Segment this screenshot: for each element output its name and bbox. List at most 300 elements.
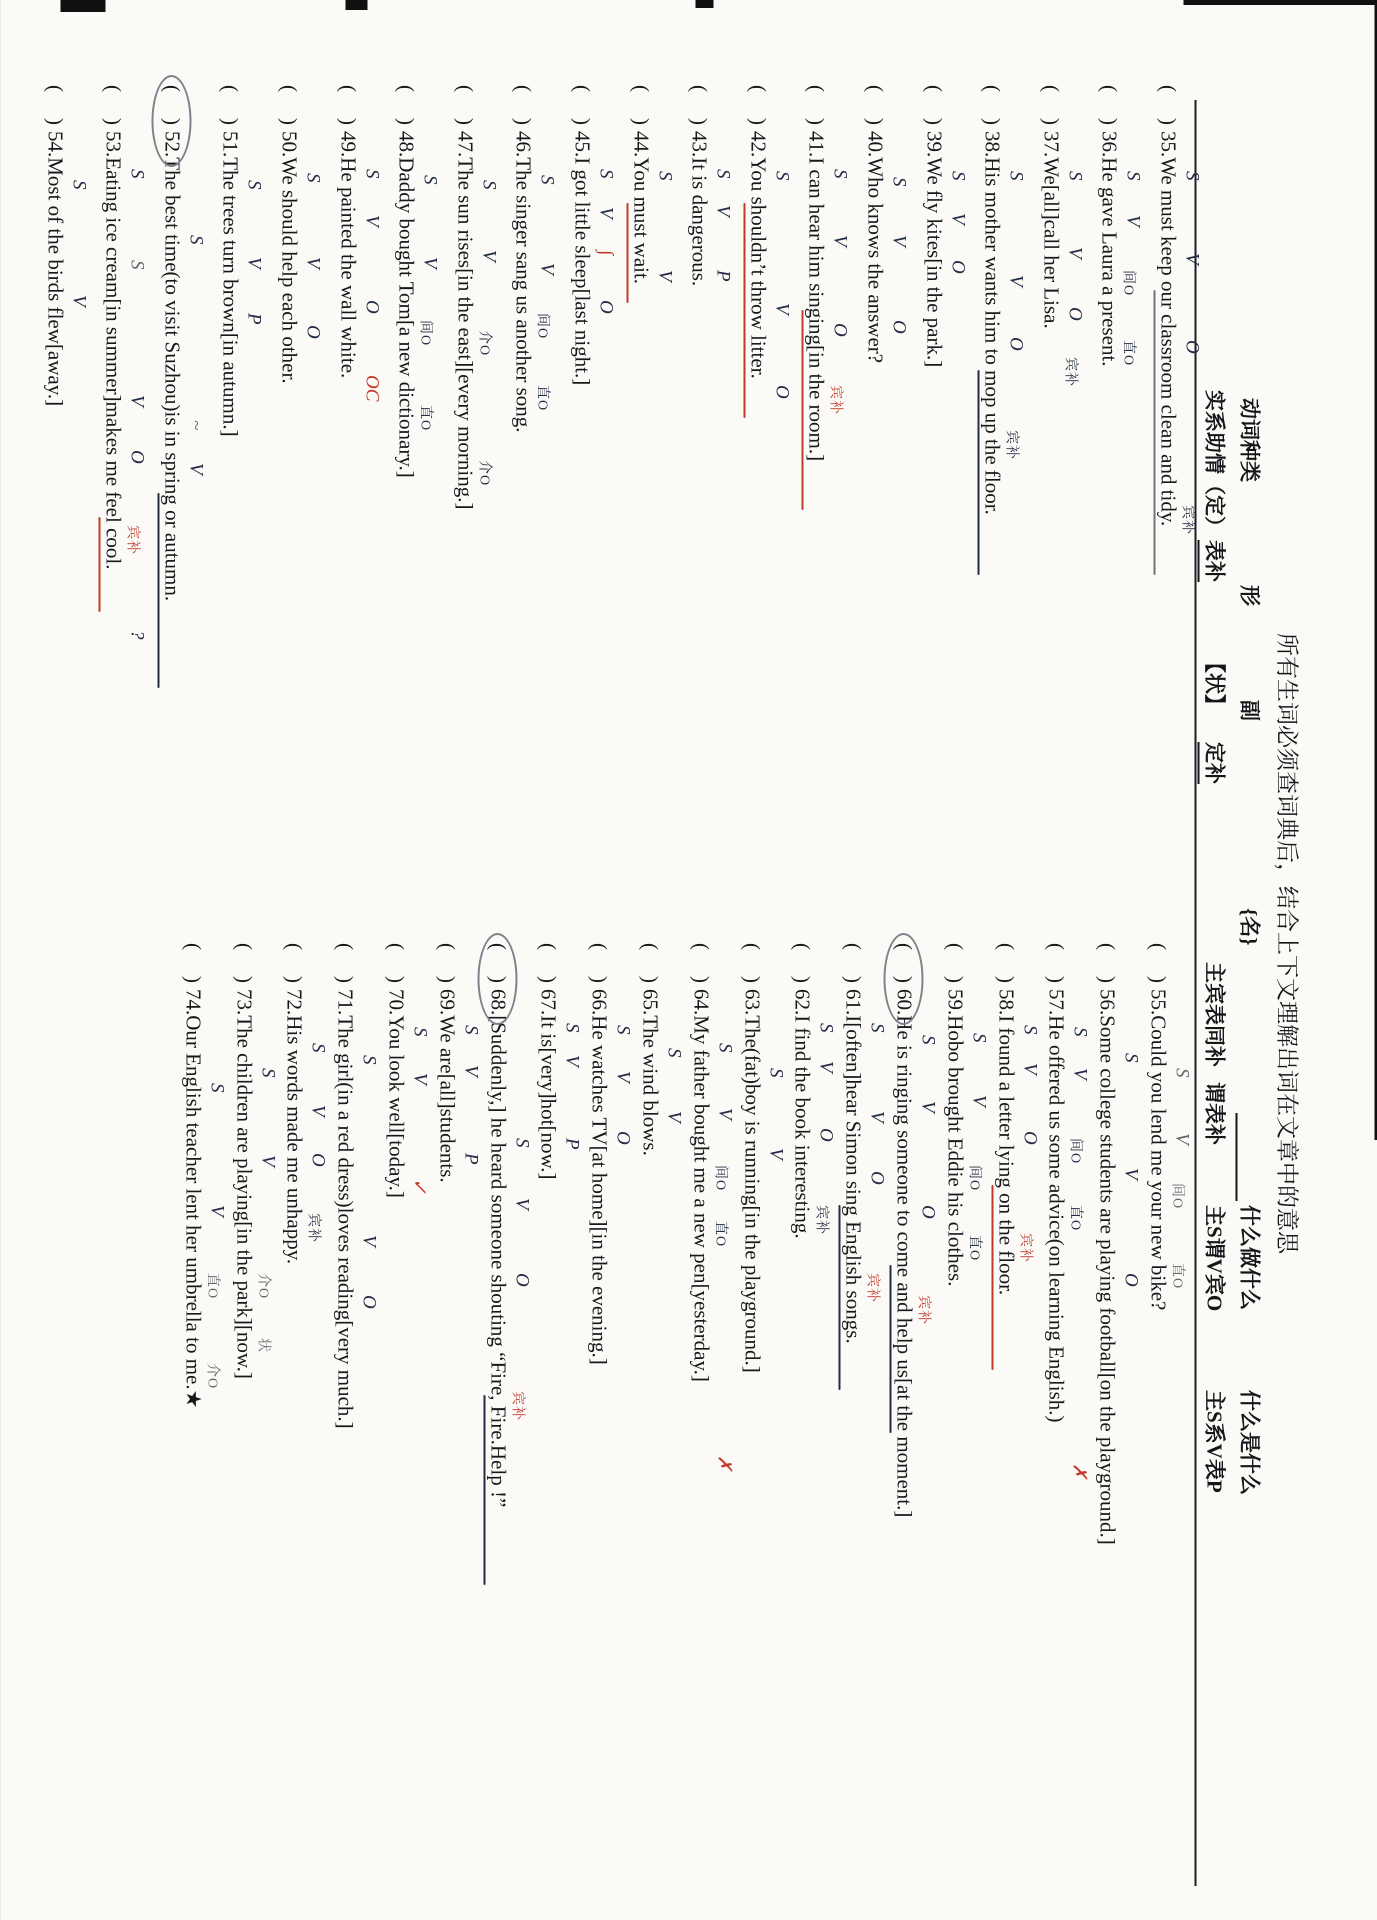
answer-paren: )	[745, 118, 770, 125]
handwritten-annotation: 间O	[534, 313, 550, 340]
answer-paren: )	[434, 976, 459, 983]
sentence-text: 44.You must wait.	[628, 131, 653, 285]
sentence-row	[745, 85, 792, 399]
answer-paren: )	[570, 118, 594, 125]
handwritten-annotation: V	[1122, 215, 1144, 227]
handwritten-annotation: V	[256, 1155, 278, 1167]
sentence-text: 41.I can hear him singing[in the room.]	[804, 131, 829, 462]
sentence-row	[535, 943, 583, 1180]
handwritten-annotation: 直O	[1067, 1205, 1083, 1232]
answer-paren: )	[638, 976, 662, 983]
handwritten-underline	[626, 203, 628, 303]
answer-paren: (	[892, 943, 916, 950]
sentence-row	[891, 943, 938, 1518]
handwritten-annotation: S	[1181, 171, 1202, 181]
handwritten-annotation: 宾补	[124, 525, 140, 555]
handwritten-annotation: S	[126, 260, 148, 270]
scan-artifact-blob	[695, 0, 713, 8]
answer-paren: )	[1156, 118, 1180, 125]
answer-paren: (	[101, 85, 126, 92]
answer-paren: (	[745, 85, 770, 92]
sentence-text: 60.He is ringing someone to come and help us[at the moment.]	[892, 989, 916, 1518]
sentence-row	[281, 943, 329, 1265]
sentence-text: 62.I find the book interesting.	[790, 989, 815, 1239]
answer-paren: (	[980, 85, 1005, 92]
handwritten-annotation: S	[1018, 1025, 1040, 1035]
handwritten-annotation: 宾补	[1003, 430, 1019, 460]
sentence-text: 52.The best time(to visit Suzhou)is in spring or autumn.	[159, 131, 184, 602]
sentence-row	[862, 85, 909, 364]
answer-paren: )	[335, 118, 360, 125]
answer-paren: (	[218, 85, 243, 92]
handwritten-annotation: 直O	[534, 385, 550, 412]
handwritten-annotation: 状	[254, 1338, 270, 1353]
answer-paren: (	[863, 85, 887, 92]
handwritten-annotation: V	[1181, 253, 1202, 265]
handwritten-annotation: P	[712, 270, 734, 282]
handwritten-annotation: S	[307, 1043, 329, 1053]
sentence-row	[383, 943, 430, 1198]
sentence-text: 48.Daddy bought Tom[a new dictionary.]	[394, 131, 419, 478]
sentence-text: 51.The trees turn brown[in autumn.]	[218, 131, 243, 437]
handwritten-annotation: S	[67, 180, 89, 190]
handwritten-annotation: 直O	[965, 1235, 981, 1262]
sentence-row	[434, 943, 481, 1183]
handwritten-annotation: V	[358, 1235, 380, 1247]
sentence-text: 50.We should help each other.	[277, 131, 301, 384]
handwritten-annotation: O	[360, 300, 382, 314]
handwritten-annotation: O	[829, 323, 851, 337]
sentence-text: 64.My father bought me a new pen[yesterday.]	[688, 989, 713, 1382]
sentence-row	[335, 85, 382, 402]
handwritten-annotation: 间O	[1067, 1138, 1083, 1165]
handwritten-annotation: V	[126, 395, 148, 407]
handwritten-annotation: O	[888, 320, 909, 334]
sentence-text: 35.We must keep our classroom clean and tidy.	[1156, 131, 1180, 527]
handwritten-annotation: O	[612, 1131, 634, 1145]
answer-paren: (	[739, 943, 764, 950]
handwritten-annotation: S	[1171, 1068, 1192, 1078]
handwritten-annotation: S	[561, 1023, 583, 1033]
handwritten-annotation: S	[419, 175, 441, 185]
handwritten-annotation: S	[243, 180, 265, 190]
handwritten-annotation: 宾补	[1061, 357, 1077, 387]
handwritten-underline	[838, 1205, 840, 1390]
handwritten-annotation: O	[866, 1171, 888, 1185]
handwritten-annotation: 宾补	[305, 1213, 321, 1243]
answer-paren: (	[1097, 85, 1122, 92]
header-separator-line	[1194, 100, 1196, 1886]
handwritten-annotation: V	[510, 1198, 532, 1210]
sentence-row	[510, 85, 558, 433]
answer-paren: )	[282, 976, 307, 983]
handwritten-underline	[977, 370, 979, 575]
sentence-row	[231, 943, 278, 1379]
handwritten-annotation: 宾补	[864, 1273, 880, 1303]
answer-paren: )	[42, 118, 67, 125]
handwritten-annotation: V	[1171, 1133, 1192, 1145]
handwritten-underline	[157, 493, 159, 688]
handwritten-annotation: S	[1120, 1053, 1142, 1063]
answer-paren: (	[452, 85, 477, 92]
sentence-text: 74.Our English teacher lent her umbrella to me.★	[180, 989, 205, 1409]
answer-paren: )	[628, 118, 653, 125]
handwritten-annotation: S	[459, 1025, 481, 1035]
sentence-text: 68.[Suddenly,] he heard someone shouting “Fire, Fire.Help !”	[485, 989, 510, 1508]
handwritten-annotation: S	[360, 169, 382, 179]
handwritten-underline	[743, 203, 745, 418]
handwritten-annotation: O	[1181, 340, 1202, 354]
handwritten-annotation: V	[713, 1108, 735, 1120]
handwritten-underline	[801, 310, 803, 510]
handwritten-annotation: O	[126, 450, 148, 464]
handwritten-annotation: S	[1063, 171, 1085, 181]
answer-paren: (	[1156, 85, 1180, 92]
answer-paren: )	[739, 976, 764, 983]
handwritten-underline	[991, 1185, 993, 1370]
answer-paren: )	[1095, 976, 1120, 983]
handwritten-annotation: 直O	[711, 1221, 727, 1248]
answer-paren: (	[394, 85, 419, 92]
sentence-text: 70.You look well[today.]	[384, 989, 408, 1198]
handwritten-annotation: S	[536, 175, 558, 185]
sentence-text: 71.The girl(in a red dress)loves reading[very much.]	[333, 989, 358, 1429]
handwritten-annotation: S	[477, 180, 499, 190]
header-key-item: 主S系V表P	[1202, 1390, 1226, 1493]
sentence-text: 66.He watches TV[at home][in the evening.]	[587, 989, 612, 1365]
header-key-item: 什么是什么	[1237, 1390, 1261, 1495]
handwritten-annotation: V	[770, 303, 792, 315]
sentence-row	[686, 85, 734, 287]
handwritten-annotation: S	[256, 1068, 278, 1078]
handwritten-annotation: O	[1063, 307, 1085, 321]
sentence-text: 65.The wind blows.	[638, 989, 662, 1156]
handwritten-annotation: V	[712, 205, 734, 217]
sentence-row	[1043, 943, 1091, 1479]
handwritten-annotation: V	[815, 1061, 837, 1073]
sentence-text: 37.We[all]call her Lisa.	[1038, 131, 1063, 329]
sentence-row	[993, 943, 1040, 1296]
answer-paren: )	[452, 118, 477, 125]
answer-paren: )	[394, 118, 419, 125]
sentence-text: 55.Could you lend me your new bike?	[1146, 989, 1170, 1311]
sentence-row	[276, 85, 323, 384]
sentence-row	[1096, 85, 1144, 367]
handwritten-annotation: S	[1005, 171, 1027, 181]
answer-paren: (	[570, 85, 594, 92]
answer-paren: (	[1044, 943, 1069, 950]
sentence-text: 38.His mother wants him to mop up the floor.	[980, 131, 1005, 515]
answer-paren: (	[485, 943, 510, 950]
sentence-text: 56.Some college students are playing football[on the playground.]	[1095, 989, 1120, 1545]
answer-paren: )	[790, 976, 815, 983]
handwritten-annotation: 宾补	[915, 1295, 930, 1325]
sentence-row	[637, 943, 684, 1156]
handwritten-annotation: V	[612, 1071, 634, 1083]
header-key-item: 实系助情（定）	[1202, 390, 1226, 537]
handwritten-annotation: S	[888, 177, 909, 187]
handwritten-annotation: V	[1063, 247, 1085, 259]
handwritten-underline	[98, 517, 100, 612]
handwritten-annotation: O	[1120, 1273, 1142, 1287]
handwritten-annotation: O	[1005, 337, 1027, 351]
handwritten-annotation: V	[1005, 275, 1027, 287]
answer-paren: )	[277, 118, 301, 125]
handwritten-annotation: S	[764, 1068, 786, 1078]
handwritten-annotation: S	[1122, 171, 1144, 181]
handwritten-annotation: O	[307, 1153, 329, 1167]
header-instruction: 所有生词必须查词典后，结合上下文理解出词在文章中的意思	[1274, 633, 1299, 1254]
handwritten-annotation: S	[663, 1048, 684, 1058]
sentence-row	[159, 85, 206, 602]
header-blank-underline	[1235, 1113, 1237, 1201]
answer-paren: )	[536, 976, 561, 983]
handwritten-annotation: P	[459, 1153, 481, 1165]
answer-paren: )	[804, 118, 829, 125]
answer-paren: (	[42, 85, 67, 92]
sentence-text: 53.Eating ice cream[in summer]makes me feel cool.	[101, 131, 126, 570]
handwritten-annotation: V	[1120, 1168, 1142, 1180]
sentence-text: 69.We are[all]students.	[434, 989, 459, 1183]
answer-paren: )	[841, 976, 866, 983]
handwritten-annotation: V	[764, 1148, 786, 1160]
handwritten-annotation: V	[184, 463, 206, 475]
handwritten-annotation: S	[205, 1083, 227, 1093]
handwritten-annotation: V	[866, 1111, 888, 1123]
answer-paren: (	[231, 943, 256, 950]
answer-paren: )	[1146, 976, 1170, 983]
handwritten-annotation: ✓	[408, 1178, 429, 1194]
handwritten-annotation: 间O	[1169, 1183, 1184, 1210]
handwritten-annotation: V	[459, 1065, 481, 1077]
handwritten-annotation: 介O	[475, 460, 491, 487]
handwritten-annotation: V	[536, 263, 558, 275]
sentence-text: 72.His words made me unhappy.	[282, 989, 307, 1265]
sentence-text: 63.The(fat)boy is running[in the playground.]	[739, 989, 764, 1373]
sentence-row	[485, 943, 532, 1508]
answer-paren: )	[231, 976, 256, 983]
sentence-row	[1038, 85, 1085, 387]
header-key-item: 主宾表同补	[1202, 962, 1226, 1067]
handwritten-annotation: P	[243, 313, 265, 325]
answer-paren: (	[1146, 943, 1170, 950]
answer-paren: )	[1097, 118, 1122, 125]
sentence-row	[217, 85, 265, 437]
handwritten-annotation: O	[1018, 1131, 1040, 1145]
handwritten-annotation: V	[307, 1105, 329, 1117]
sentence-row	[1155, 85, 1202, 535]
handwritten-annotation: 间O	[711, 1165, 727, 1192]
answer-paren: )	[688, 976, 713, 983]
sentence-text: 58.I found a letter lying on the floor.	[993, 989, 1018, 1296]
handwritten-annotation: V	[946, 213, 968, 225]
answer-paren: )	[1038, 118, 1063, 125]
sentence-text: 67.It is[very]hot[now.]	[536, 989, 561, 1180]
sentence-text: 61.I[often]hear Simon sing English songs.	[841, 989, 866, 1344]
sentence-row	[803, 85, 851, 462]
handwritten-annotation: S	[946, 171, 968, 181]
answer-paren: )	[993, 976, 1018, 983]
handwritten-annotation: 宾补	[813, 1205, 829, 1235]
handwritten-annotation: S	[1069, 1027, 1091, 1037]
sentence-text: 49.He painted the wall white.	[335, 131, 360, 379]
handwritten-annotation: V	[360, 215, 382, 227]
handwritten-annotation: S	[713, 1043, 735, 1053]
answer-paren: )	[1044, 976, 1069, 983]
handwritten-annotation: S	[612, 1025, 634, 1035]
handwritten-annotation: V	[595, 207, 616, 219]
scan-artifact-blob	[60, 0, 105, 12]
handwritten-annotation: S	[409, 1027, 430, 1037]
sentence-text: 54.Most of the birds flew[away.]	[42, 131, 67, 407]
sentence-row	[332, 943, 380, 1429]
answer-paren: (	[587, 943, 612, 950]
handwritten-annotation: ✗	[1068, 1463, 1090, 1479]
handwritten-annotation: V	[653, 270, 675, 282]
sentence-text: 73.The children are playing[in the park][now.]	[231, 989, 256, 1379]
pencil-circle-annotation	[883, 933, 923, 1025]
answer-paren: (	[804, 85, 829, 92]
answer-paren: )	[892, 976, 916, 983]
sentence-text: 57.He offered us some advice(on learning English.)	[1044, 989, 1069, 1423]
scan-artifact-blob	[345, 0, 367, 10]
handwritten-annotation: 直O	[1169, 1263, 1184, 1290]
handwritten-annotation: O	[917, 1205, 938, 1219]
answer-paren: )	[180, 976, 205, 983]
header-key-item: 表补	[1197, 540, 1230, 582]
handwritten-underline	[889, 1265, 891, 1433]
handwritten-annotation: S	[126, 169, 148, 179]
sentence-text: 59.Hobo brought Eddie his clothes.	[942, 989, 967, 1287]
answer-paren: (	[921, 85, 946, 92]
answer-paren: (	[687, 85, 712, 92]
sentence-row	[393, 85, 441, 478]
handwritten-annotation: V	[302, 257, 323, 269]
sentence-text: 43.It is dangerous.	[687, 131, 712, 287]
handwritten-annotation: O	[946, 260, 968, 274]
answer-paren: (	[688, 943, 713, 950]
handwritten-annotation: V	[419, 257, 441, 269]
handwritten-annotation: S	[302, 173, 323, 183]
handwritten-annotation: V	[1018, 1063, 1040, 1075]
handwritten-annotation: 介O	[203, 1363, 219, 1390]
answer-paren: (	[536, 943, 561, 950]
answer-paren: )	[218, 118, 243, 125]
handwritten-annotation: S	[510, 1138, 532, 1148]
answer-paren: (	[282, 943, 307, 950]
answer-paren: )	[942, 976, 967, 983]
header-key-item: 定补	[1197, 742, 1230, 784]
answer-paren: )	[485, 976, 510, 983]
sentence-row	[942, 943, 989, 1287]
handwritten-underline	[1153, 290, 1155, 575]
answer-paren: )	[159, 118, 184, 125]
handwritten-annotation: S	[358, 1055, 380, 1065]
header-key-item: 形	[1237, 585, 1261, 606]
scan-artifact-left-strip	[1183, 0, 1377, 5]
sentence-row	[979, 85, 1027, 515]
answer-paren: (	[790, 943, 815, 950]
handwritten-annotation: OC	[360, 375, 382, 402]
sentence-row	[628, 85, 675, 285]
answer-paren: )	[863, 118, 887, 125]
handwritten-annotation: V	[477, 250, 499, 262]
sentence-row	[688, 943, 735, 1471]
handwritten-annotation: O	[770, 385, 792, 399]
sentence-text: 39.We fly kites[in the park.]	[921, 131, 946, 368]
sentence-row	[569, 85, 616, 386]
handwritten-annotation: S	[829, 169, 851, 179]
sentence-row	[840, 943, 888, 1344]
handwritten-annotation: S	[770, 171, 792, 181]
sentence-text: 40.Who knows the answer?	[863, 131, 887, 364]
handwritten-underline	[483, 1395, 485, 1585]
handwritten-annotation: 直O	[417, 405, 433, 432]
answer-paren: (	[159, 85, 184, 92]
sentence-text: 36.He gave Laura a present.	[1097, 131, 1122, 367]
header-key-item: 动词种类	[1237, 398, 1261, 482]
handwritten-annotation: O	[595, 300, 616, 314]
handwritten-annotation: 间O	[417, 320, 433, 347]
sentence-text: 45.I got little sleep[last night.]	[570, 131, 594, 386]
handwritten-annotation: 介O	[254, 1273, 270, 1300]
sentence-row	[1145, 943, 1192, 1311]
handwritten-annotation: O	[358, 1295, 380, 1309]
handwritten-annotation: V	[243, 257, 265, 269]
handwritten-annotation: V	[561, 1055, 583, 1067]
answer-paren: (	[277, 85, 301, 92]
answer-paren: )	[384, 976, 408, 983]
handwritten-annotation: O	[302, 325, 323, 339]
handwritten-annotation: ?	[126, 630, 148, 640]
handwritten-annotation: 宾补	[827, 385, 843, 415]
handwritten-annotation: V	[888, 235, 909, 247]
answer-paren: (	[628, 85, 653, 92]
header-key-item: {名}	[1237, 908, 1261, 946]
handwritten-annotation: S	[595, 169, 616, 179]
answer-paren: )	[587, 976, 612, 983]
answer-paren: )	[511, 118, 536, 125]
answer-paren: )	[980, 118, 1005, 125]
handwritten-annotation: S	[866, 1023, 888, 1033]
sentence-row	[586, 943, 634, 1365]
sentence-row	[452, 85, 499, 510]
header-key-item: 副	[1237, 700, 1261, 721]
handwritten-annotation: 宾补	[1016, 1233, 1032, 1263]
answer-paren: (	[333, 943, 358, 950]
handwritten-annotation: 直O	[203, 1273, 219, 1300]
answer-paren: (	[841, 943, 866, 950]
handwritten-annotation: V	[1069, 1068, 1091, 1080]
answer-paren: )	[101, 118, 126, 125]
answer-paren: )	[687, 118, 712, 125]
header-key-item: 【状】	[1202, 652, 1226, 715]
sentence-row	[1094, 943, 1142, 1545]
answer-paren: (	[638, 943, 662, 950]
answer-paren: )	[333, 976, 358, 983]
answer-paren: (	[1038, 85, 1063, 92]
handwritten-annotation: 间O	[1120, 270, 1136, 297]
handwritten-annotation: S	[712, 169, 734, 179]
handwritten-annotation: V	[829, 235, 851, 247]
handwritten-annotation: ~	[184, 420, 206, 431]
handwritten-annotation: V	[917, 1101, 938, 1113]
handwritten-annotation: S	[967, 1033, 989, 1043]
answer-paren: (	[180, 943, 205, 950]
handwritten-annotation: ✗	[712, 1455, 734, 1471]
sentence-text: 42.You shouldn’t throw litter.	[745, 131, 770, 379]
handwritten-annotation: S	[653, 171, 675, 181]
